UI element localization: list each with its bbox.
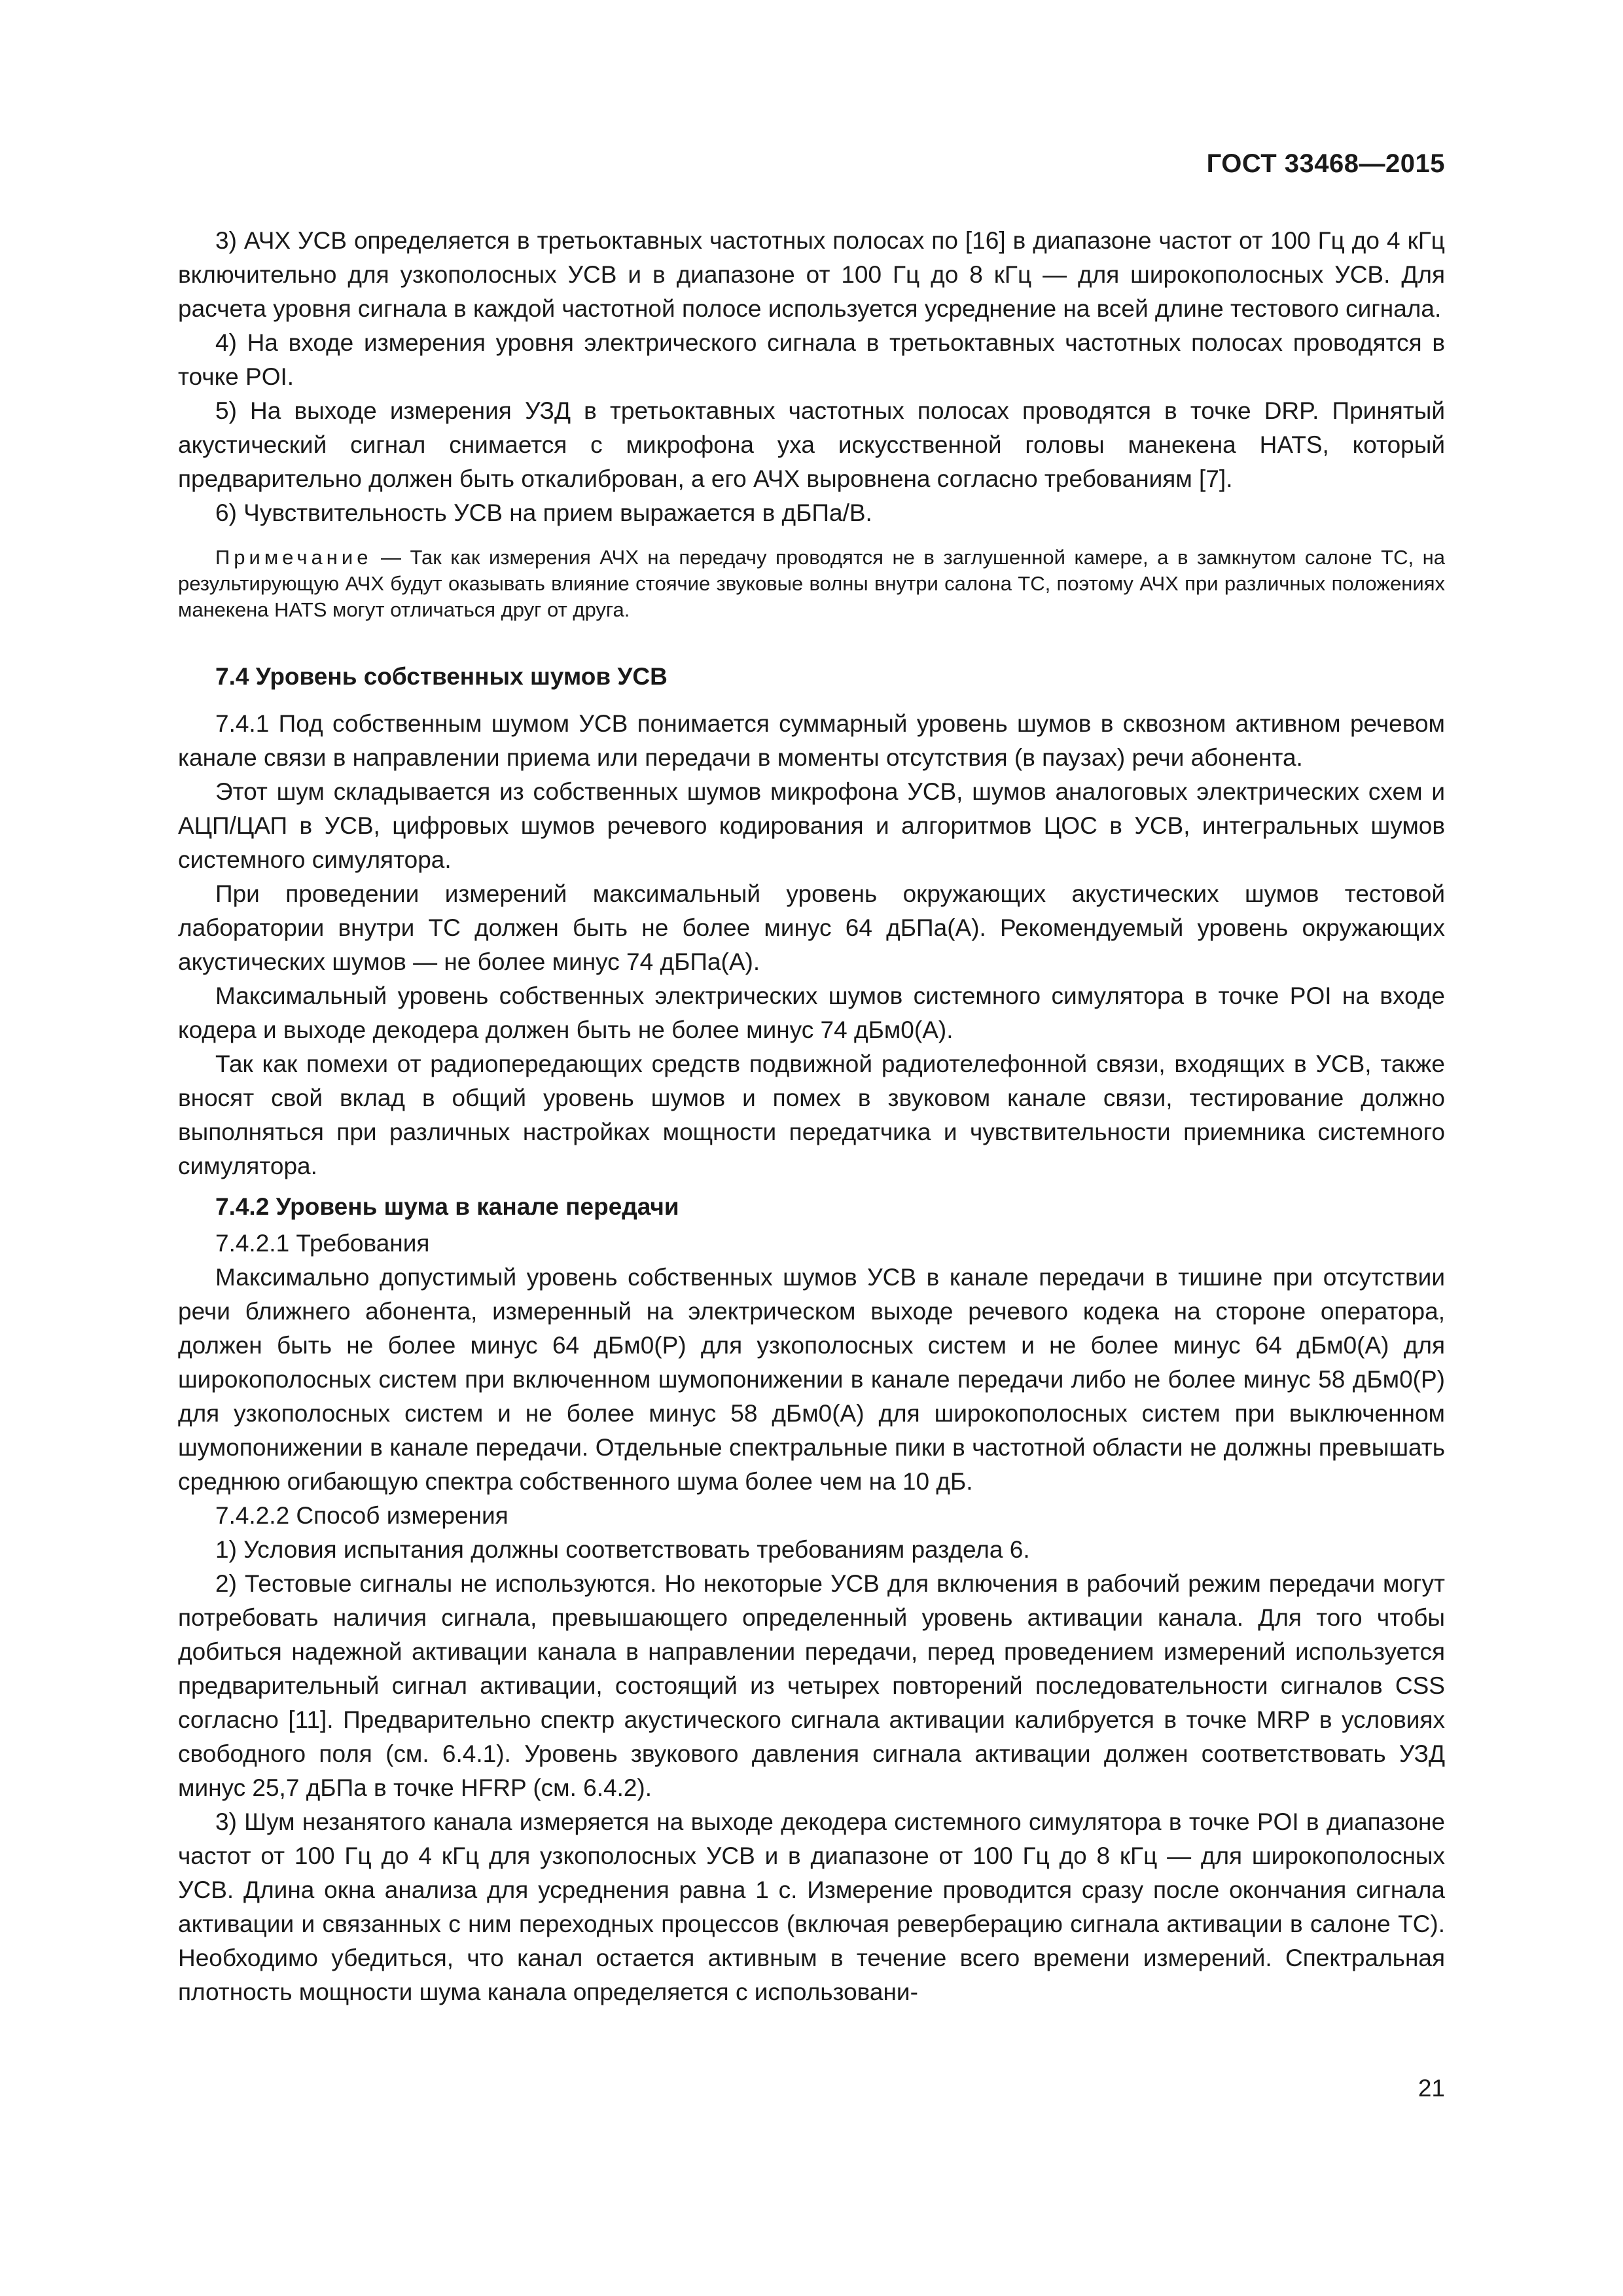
list-item: 6) Чувствительность УСВ на прием выражается в дБПа/В. [215, 499, 872, 526]
paragraph: 7.4.1 Под собственным шумом УСВ понимается суммарный уровень шумов в сквозном активном речевом канале связи в направлении приема или передачи в моменты отсутствия (в паузах) речи абонента. [178, 710, 1445, 771]
section-heading: 7.4 Уровень собственных шумов УСВ [215, 663, 668, 690]
note-label: Примечание [215, 546, 372, 569]
note-paragraph [178, 545, 1445, 623]
paragraph: 7.4.2.2 Способ измерения [215, 1502, 508, 1529]
page-content [178, 224, 1445, 2009]
paragraph: При проведении измерений максимальный уровень окружающих акустических шумов тестовой лаборатории внутри ТС должен быть не более минус 64 дБПа(А). Рекомендуемый уровень окружающих акустических шумов — не более минус 74 дБПа(А). [178, 880, 1445, 975]
paragraph: 1) Условия испытания должны соответствовать требованиям раздела 6. [215, 1536, 1030, 1563]
standard-code: ГОСТ 33468—2015 [1206, 149, 1445, 178]
paragraph: Этот шум складывается из собственных шумов микрофона УСВ, шумов аналоговых электрических схем и АЦП/ЦАП в УСВ, цифровых шумов речевого кодирования и алгоритмов ЦОС в УСВ, интегральных шумов системного симулятора. [178, 778, 1445, 873]
note-text: — Так как измерения АЧХ на передачу проводятся не в заглушенной камере, а в замкнутом салоне ТС, на результирующую АЧХ будут оказывать влияние стоячие звуковые волны внутри салона ТС, поэтому АЧХ при различных положениях манекена HATS могут отличаться друг от друга. [178, 546, 1445, 621]
paragraph: 3) Шум незанятого канала измеряется на выходе декодера системного симулятора в точке POI в диапазоне частот от 100 Гц до 4 кГц для узкополосных УСВ и в диапазоне от 100 Гц до 8 кГц — для широкополосных УСВ. Длина окна анализа для усреднения равна 1 с. Измерение проводится сразу после окончания сигнала активации и связанных с ним переходных процессов (включая реверберацию сигнала активации в салоне ТС). Необходимо убедиться, что канал остается активным в течение всего времени измерений. Спектральная плотность мощности шума канала определяется с использовани- [178, 1808, 1446, 2005]
paragraph: Максимально допустимый уровень собственных шумов УСВ в канале передачи в тишине при отсутствии речи ближнего абонента, измеренный на электрическом выходе речевого кодека на стороне оператора, должен быть не более минус 64 дБм0(Р) для узкополосных систем и не более минус 64 дБм0(А) для широкополосных систем при включенном шумопонижении в канале передачи либо не более минус 58 дБм0(Р) для узкополосных систем и не более минус 58 дБм0(А) для широкополосных систем при выключенном шумопонижении в канале передачи. Отдельные спектральные пики в частотной области не должны превышать среднюю огибающую спектра собственного шума более чем на 10 дБ. [178, 1264, 1445, 1495]
page-number: 21 [1418, 2075, 1445, 2102]
paragraph: 7.4.2.1 Требования [215, 1230, 430, 1257]
list-item: 4) На входе измерения уровня электрического сигнала в третьоктавных частотных полосах проводятся в точке POI. [178, 329, 1445, 390]
list-item: 5) На выходе измерения УЗД в третьоктавных частотных полосах проводятся в точке DRP. Принятый акустический сигнал снимается с микрофона уха искусственной головы манекена HATS, который предварительно должен быть откалиброван, а его АЧХ выровнена согласно требованиям [7]. [178, 397, 1445, 492]
paragraph: Максимальный уровень собственных электрических шумов системного симулятора в точке POI на входе кодера и выходе декодера должен быть не более минус 74 дБм0(А). [178, 982, 1445, 1043]
paragraph: Так как помехи от радиопередающих средств подвижной радиотелефонной связи, входящих в УСВ, также вносят свой вклад в общий уровень шумов и помех в звуковом канале связи, тестирование должно выполняться при различных настройках мощности передатчика и чувствительности приемника системного симулятора. [178, 1050, 1445, 1179]
list-item: 3) АЧХ УСВ определяется в третьоктавных частотных полосах по [16] в диапазоне частот от 100 Гц до 4 кГц включительно для узкополосных УСВ и в диапазоне от 100 Гц до 8 кГц — для широкополосных УСВ. Для расчета уровня сигнала в каждой частотной полосе используется усреднение на всей длине тестового сигнала. [178, 227, 1445, 322]
paragraph: 2) Тестовые сигналы не используются. Но некоторые УСВ для включения в рабочий режим передачи могут потребовать наличия сигнала, превышающего определенный уровень активации канала. Для того чтобы добиться надежной активации канала в направлении передачи, перед проведением измерений используется предварительный сигнал активации, состоящий из четырех повторений последовательности сигналов CSS согласно [11]. Предварительно спектр акустического сигнала активации калибруется в точке MRP в условиях свободного поля (см. 6.4.1). Уровень звукового давления сигнала активации должен соответствовать УЗД минус 25,7 дБПа в точке HFRP (см. 6.4.2). [178, 1570, 1445, 1801]
subsection-heading: 7.4.2 Уровень шума в канале передачи [215, 1193, 679, 1220]
